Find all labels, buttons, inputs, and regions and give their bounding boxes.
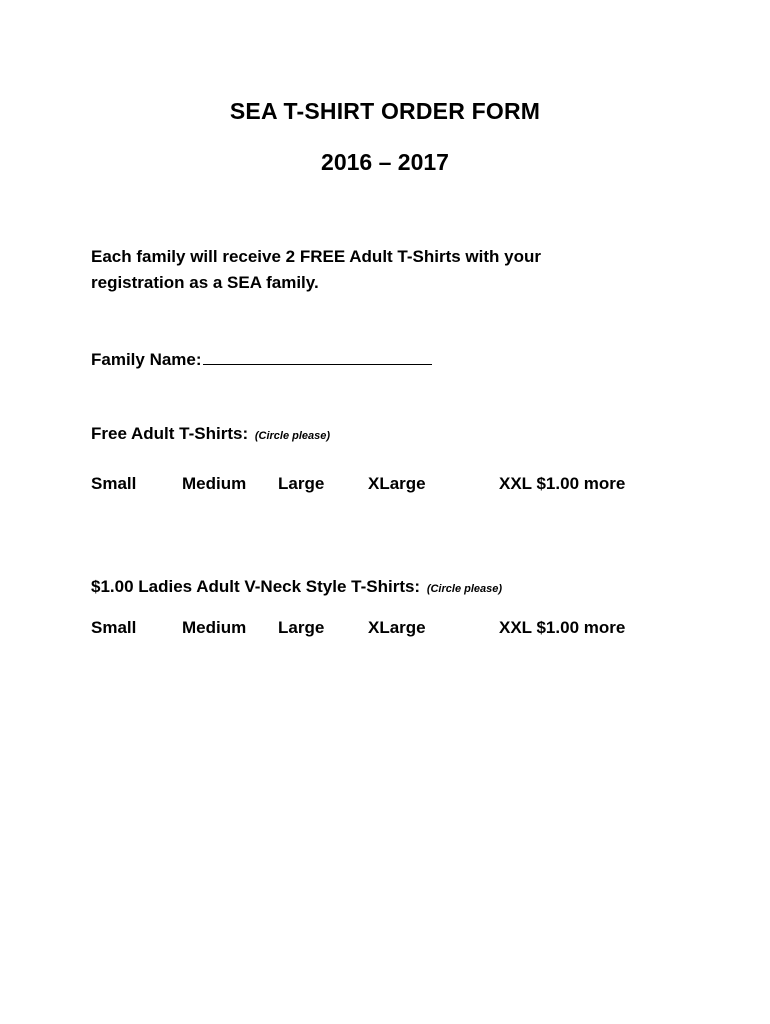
free-shirts-heading	[91, 424, 330, 444]
intro-line-2: registration as a SEA family.	[91, 273, 319, 292]
intro-line-1: Each family will receive 2 FREE Adult T-Shirts with your	[91, 247, 541, 266]
free-size-xxl[interactable]: XXL $1.00 more	[499, 474, 626, 493]
family-name-field[interactable]	[203, 346, 432, 365]
vneck-size-xxl[interactable]: XXL $1.00 more	[499, 618, 626, 637]
vneck-size-large[interactable]: Large	[278, 618, 325, 637]
intro-paragraph	[91, 244, 691, 296]
family-name-label: Family Name:	[91, 350, 202, 369]
free-shirts-size-options	[0, 474, 770, 498]
vneck-shirts-heading-label: $1.00 Ladies Adult V-Neck Style T-Shirts:	[91, 577, 421, 596]
form-title: SEA T-SHIRT ORDER FORM	[229, 98, 541, 124]
free-size-small[interactable]: Small	[91, 474, 137, 493]
free-size-medium[interactable]: Medium	[182, 474, 247, 493]
free-size-xlarge[interactable]: XLarge	[368, 474, 426, 493]
vneck-shirts-heading	[91, 577, 502, 597]
vneck-size-small[interactable]: Small	[91, 618, 137, 637]
free-shirts-heading-label: Free Adult T-Shirts:	[91, 424, 249, 443]
free-size-large[interactable]: Large	[278, 474, 325, 493]
vneck-shirts-size-options	[0, 618, 770, 642]
family-name-row	[91, 346, 432, 370]
vneck-size-medium[interactable]: Medium	[182, 618, 247, 637]
vneck-shirts-circle-note: (Circle please)	[426, 583, 503, 595]
free-shirts-circle-note: (Circle please)	[254, 430, 331, 442]
vneck-size-xlarge[interactable]: XLarge	[368, 618, 426, 637]
form-year: 2016 – 2017	[321, 149, 449, 175]
